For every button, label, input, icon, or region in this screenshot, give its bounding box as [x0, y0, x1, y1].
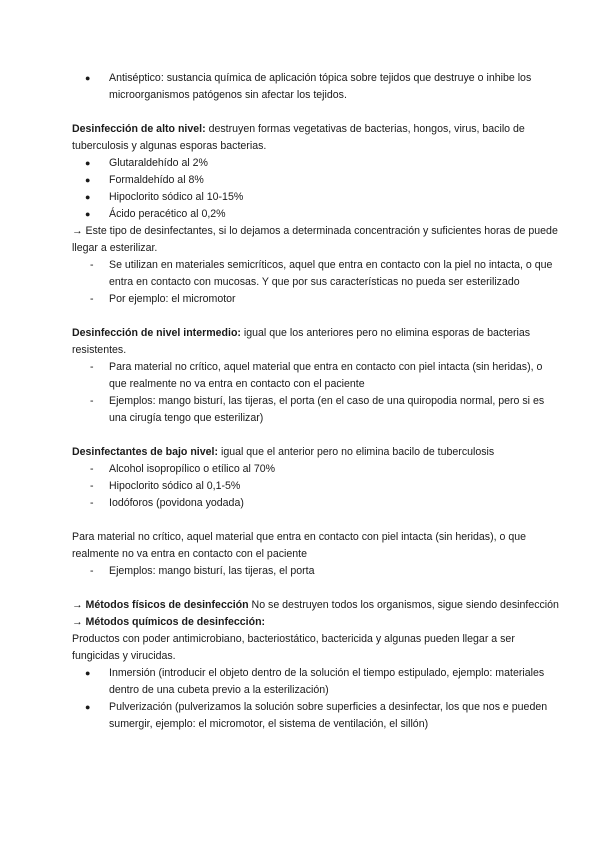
- list-item: ● Glutaraldehído al 2%: [72, 155, 560, 172]
- low-level-paragraph: Desinfectantes de bajo nivel: igual que el anterior pero no elimina bacilo de tuberculosis: [72, 446, 495, 458]
- list-item: ● Formaldehído al 8%: [72, 172, 560, 189]
- list-item: ● Antiséptico: sustancia química de aplicación tópica sobre tejidos que destruye o inhibe los microorganismos patógenos sin afectar los tejidos.: [72, 70, 560, 104]
- section-heading: Desinfección de nivel intermedio:: [72, 327, 241, 339]
- intermediate-level-paragraph: Desinfección de nivel intermedio: igual que los anteriores pero no elimina esporas de bacterias resistentes.: [72, 327, 531, 356]
- high-level-list: [72, 155, 560, 223]
- section-heading: Desinfectantes de bajo nivel:: [72, 446, 219, 458]
- section-heading: Métodos físicos de desinfección: [85, 599, 249, 611]
- intermediate-dash-list: [72, 359, 560, 427]
- list-item: - Iodóforos (povidona yodada): [72, 495, 560, 512]
- non-critical-dash-list: [72, 563, 560, 580]
- section-heading: Métodos químicos de desinfección:: [85, 616, 266, 628]
- list-item: - Alcohol isopropílico o etílico al 70%: [72, 461, 560, 478]
- list-item: - Para material no crítico, aquel material que entra en contacto con piel intacta (sin heridas), o que realmente no va entra en contacto con el paciente: [72, 359, 560, 393]
- list-item: - Por ejemplo: el micromotor: [72, 291, 560, 308]
- section-heading: Desinfección de alto nivel:: [72, 123, 206, 135]
- list-item: ● Ácido peracético al 0,2%: [72, 206, 560, 223]
- non-critical-paragraph: Para material no crítico, aquel material que entra en contacto con piel intacta (sin heridas), o que realmente no va entra en contacto con el paciente: [72, 531, 527, 560]
- list-item: - Hipoclorito sódico al 0,1-5%: [72, 478, 560, 495]
- list-item: ● Inmersión (introducir el objeto dentro de la solución el tiempo estipulado, ejemplo: materiales dentro de una cubeta previo a la esterilización): [72, 665, 560, 699]
- high-level-paragraph: Desinfección de alto nivel: destruyen formas vegetativas de bacterias, hongos, virus, bacilo de tuberculosis y algunas esporas bacterias.: [72, 123, 525, 152]
- low-level-dash-list: [72, 461, 560, 512]
- list-item: - Ejemplos: mango bisturí, las tijeras, el porta (en el caso de una quiropodia normal, pero si es una cirugía tengo que esterilizar): [72, 393, 560, 427]
- antiseptic-list: [72, 70, 560, 104]
- list-item: - Se utilizan en materiales semicríticos, aquel que entra en contacto con la piel no intacta, o que entra en contacto con mucosas. Y que por sus características no pueda ser esterilizado: [72, 257, 560, 291]
- list-item: - Ejemplos: mango bisturí, las tijeras, el porta: [72, 563, 560, 580]
- physical-methods-paragraph: → Métodos físicos de desinfección No se destruyen todos los organismos, sigue siendo desinfección: [72, 599, 559, 611]
- list-item: ● Hipoclorito sódico al 10-15%: [72, 189, 560, 206]
- high-level-dash-list: [72, 257, 560, 308]
- chemical-methods-list: [72, 665, 560, 733]
- list-item: ● Pulverización (pulverizamos la solución sobre superficies a desinfectar, los que nos e pueden sumergir, ejemplo: el micromotor, el sistema de ventilación, el sillón): [72, 699, 560, 733]
- chemical-methods-heading: → Métodos químicos de desinfección:: [72, 616, 266, 628]
- note-paragraph: → Este tipo de desinfectantes, si lo dejamos a determinada concentración y suficientes horas de puede llegar a esterilizar.: [72, 225, 558, 254]
- chemical-methods-paragraph: Productos con poder antimicrobiano, bacteriostático, bactericida y algunas pueden llegar a ser fungicidas y virucidas.: [72, 633, 515, 662]
